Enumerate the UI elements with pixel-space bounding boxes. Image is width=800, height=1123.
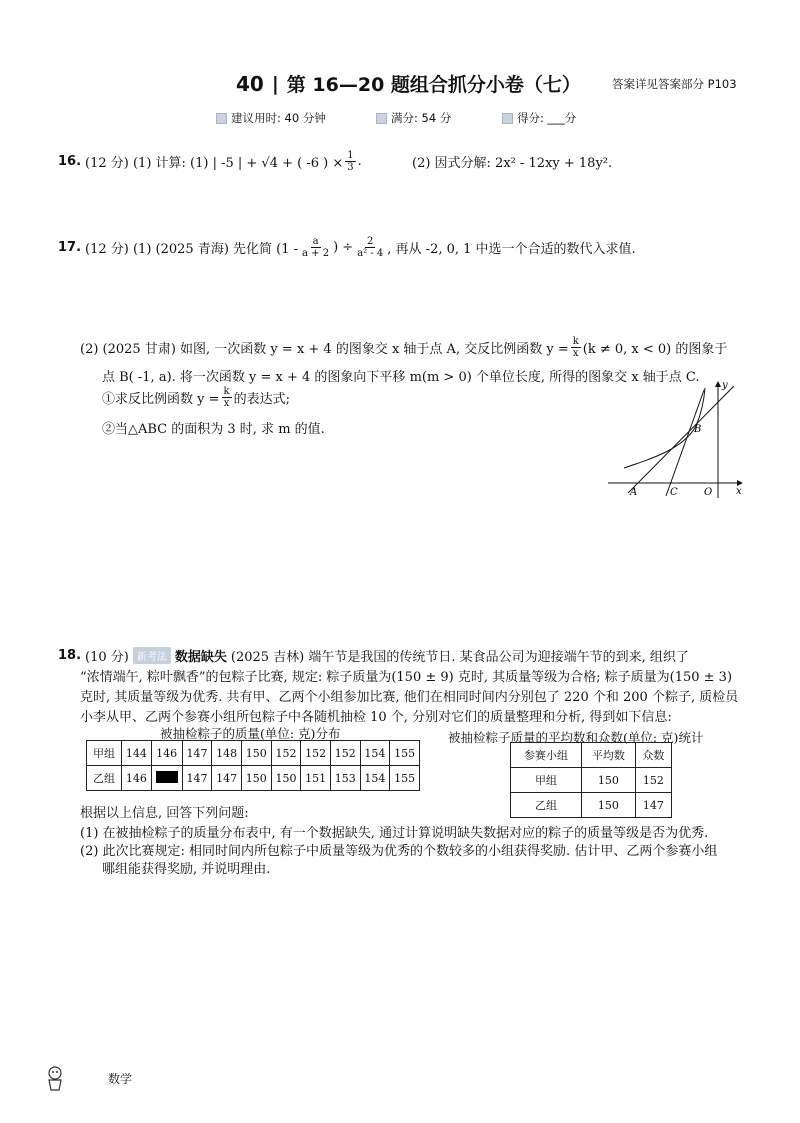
q17-part2-line1: (2) (2025 甘肃) 如图, 一次函数 y = x + 4 的图象交 x 轴于点 A, 交反比例函数 y = $\frac{k}{x}$ (k ≠ 0, x < 0) 的图象于 bbox=[80, 336, 728, 359]
meta-full-score bbox=[376, 110, 451, 126]
q18-subquestion-1: (1) 在被抽检粽子的质量分布表中, 有一个数据缺失, 通过计算说明缺失数据对应的粽子的质量等级是否为优秀. bbox=[80, 826, 709, 841]
label-B: B bbox=[694, 424, 702, 435]
time-text: 建议用时: 40 分钟 bbox=[231, 111, 326, 125]
statistics-table bbox=[510, 742, 672, 818]
page-header bbox=[236, 70, 581, 97]
q18-subquestion-2: (2) 此次比赛规定: 相同时间内所包粽子中质量等级为优秀的个数较多的小组获得奖励. 估计甲、乙两个参赛小组 bbox=[80, 844, 718, 859]
meta-score bbox=[502, 110, 576, 126]
question-number: 16. bbox=[58, 154, 82, 169]
question-number: 18. bbox=[58, 648, 82, 663]
q18-line2: “浓情端午, 粽叶飘香”的包粽子比赛, 规定: 粽子质量为(150 ± 9) 克时, 其质量等级为合格; 粽子质量为(150 ± 3) bbox=[80, 670, 733, 685]
full-score-text: 满分: 54 分 bbox=[391, 111, 452, 125]
header-separator: | bbox=[271, 72, 279, 95]
answer-reference: 答案详见答案部分 P103 bbox=[612, 77, 737, 91]
topic-label: 数据缺失 bbox=[174, 650, 227, 665]
clock-icon bbox=[216, 113, 227, 124]
table-row: 甲组 144 146 147 148 150 152 152 152 154 155 bbox=[87, 741, 420, 766]
q18-after1: 根据以上信息, 回答下列问题: bbox=[80, 806, 249, 821]
fraction-one-third: $\frac{1}{3}$ bbox=[347, 150, 354, 173]
fraction-a-over-a-plus-2: $\frac{a}{a + 2}$ bbox=[302, 236, 330, 259]
table1-caption: 被抽检粽子的质量(单位: 克)分布 bbox=[160, 726, 341, 741]
question-17: 17. (12 分) (1) (2025 青海) 先化简 (1 - $\frac{a}{a + 2}$ ) ÷ $\frac{2}{\text{a² - 4}}$ , 再从 -2, 0, 1 中选一个合适的数代入求值. bbox=[58, 236, 636, 259]
question-18: 18. (10 分) 新考法 数据缺失 (2025 吉林) 端午节是我国的传统节日. 某食品公司为迎接端午节的到来, 组织了 bbox=[58, 648, 689, 665]
table-row: 甲组 150 152 bbox=[511, 768, 672, 793]
q16-part1: (12 分) (1) 计算: (1) | -5 | + √4 + ( -6 ) × bbox=[85, 156, 344, 171]
footer-subject: 数学 bbox=[108, 1072, 133, 1086]
missing-data-cell bbox=[151, 766, 182, 791]
table-row: 乙组 150 147 bbox=[511, 793, 672, 818]
question-number: 17. bbox=[58, 240, 82, 255]
score-icon bbox=[376, 113, 387, 124]
q17-part2-item2: ②当△ABC 的面积为 3 时, 求 m 的值. bbox=[102, 422, 325, 437]
fraction-2-over-a2-minus-4: $\frac{2}{\text{a² - 4}}$ bbox=[357, 236, 384, 259]
question-16: 16. (12 分) (1) 计算: (1) | -5 | + √4 + ( -6 ) × $\frac{1}{3}$ . bbox=[58, 150, 362, 173]
meta-time bbox=[216, 110, 326, 126]
pen-icon bbox=[502, 113, 513, 124]
footer-mascot-icon bbox=[44, 1066, 66, 1092]
new-method-badge: 新考法 bbox=[133, 647, 171, 664]
q18-subquestion-2-cont: 哪组能获得奖励, 并说明理由. bbox=[102, 862, 271, 877]
label-x: x bbox=[736, 486, 742, 497]
distribution-table bbox=[86, 740, 420, 791]
label-A: A bbox=[630, 487, 638, 498]
table-row: 乙组 146 147 147 150 150 151 153 154 155 bbox=[87, 766, 420, 791]
q17-part2-item1: ①求反比例函数 y = $\frac{k}{x}$ 的表达式; bbox=[102, 386, 290, 409]
q17-part2-line2: 点 B( -1, a). 将一次函数 y = x + 4 的图象向下平移 m(m > 0) 个单位长度, 所得的图象交 x 轴于点 C. bbox=[102, 370, 700, 385]
q18-line4: 小李从甲、乙两个参赛小组所包粽子中各随机抽检 10 个, 分别对它们的质量整理和分析, 得到如下信息: bbox=[80, 710, 672, 725]
table2-caption: 被抽检粽子质量的平均数和众数(单位: 克)统计 bbox=[448, 730, 704, 745]
q16-part2: (2) 因式分解: 2x² - 12xy + 18y². bbox=[412, 156, 613, 171]
score-text: 得分: ___分 bbox=[517, 111, 577, 125]
label-y: y bbox=[722, 380, 728, 391]
q18-line3: 克时, 其质量等级为优秀. 共有甲、乙两个小组参加比赛, 他们在相同时间内分别包了 220 个和 200 个粽子, 质检员 bbox=[80, 690, 739, 705]
fraction-k-over-x: $\frac{k}{x}$ bbox=[223, 386, 230, 409]
label-O: O bbox=[704, 487, 713, 498]
page-title: 第 16—20 题组合抓分小卷（七） bbox=[286, 74, 581, 96]
table-header-row: 参赛小组 平均数 众数 bbox=[511, 743, 672, 768]
fraction-k-over-x: $\frac{k}{x}$ bbox=[572, 336, 579, 359]
shifted-line bbox=[666, 390, 704, 496]
header-number: 40 bbox=[236, 71, 264, 96]
function-graph-figure bbox=[604, 376, 754, 501]
label-C: C bbox=[670, 487, 678, 498]
